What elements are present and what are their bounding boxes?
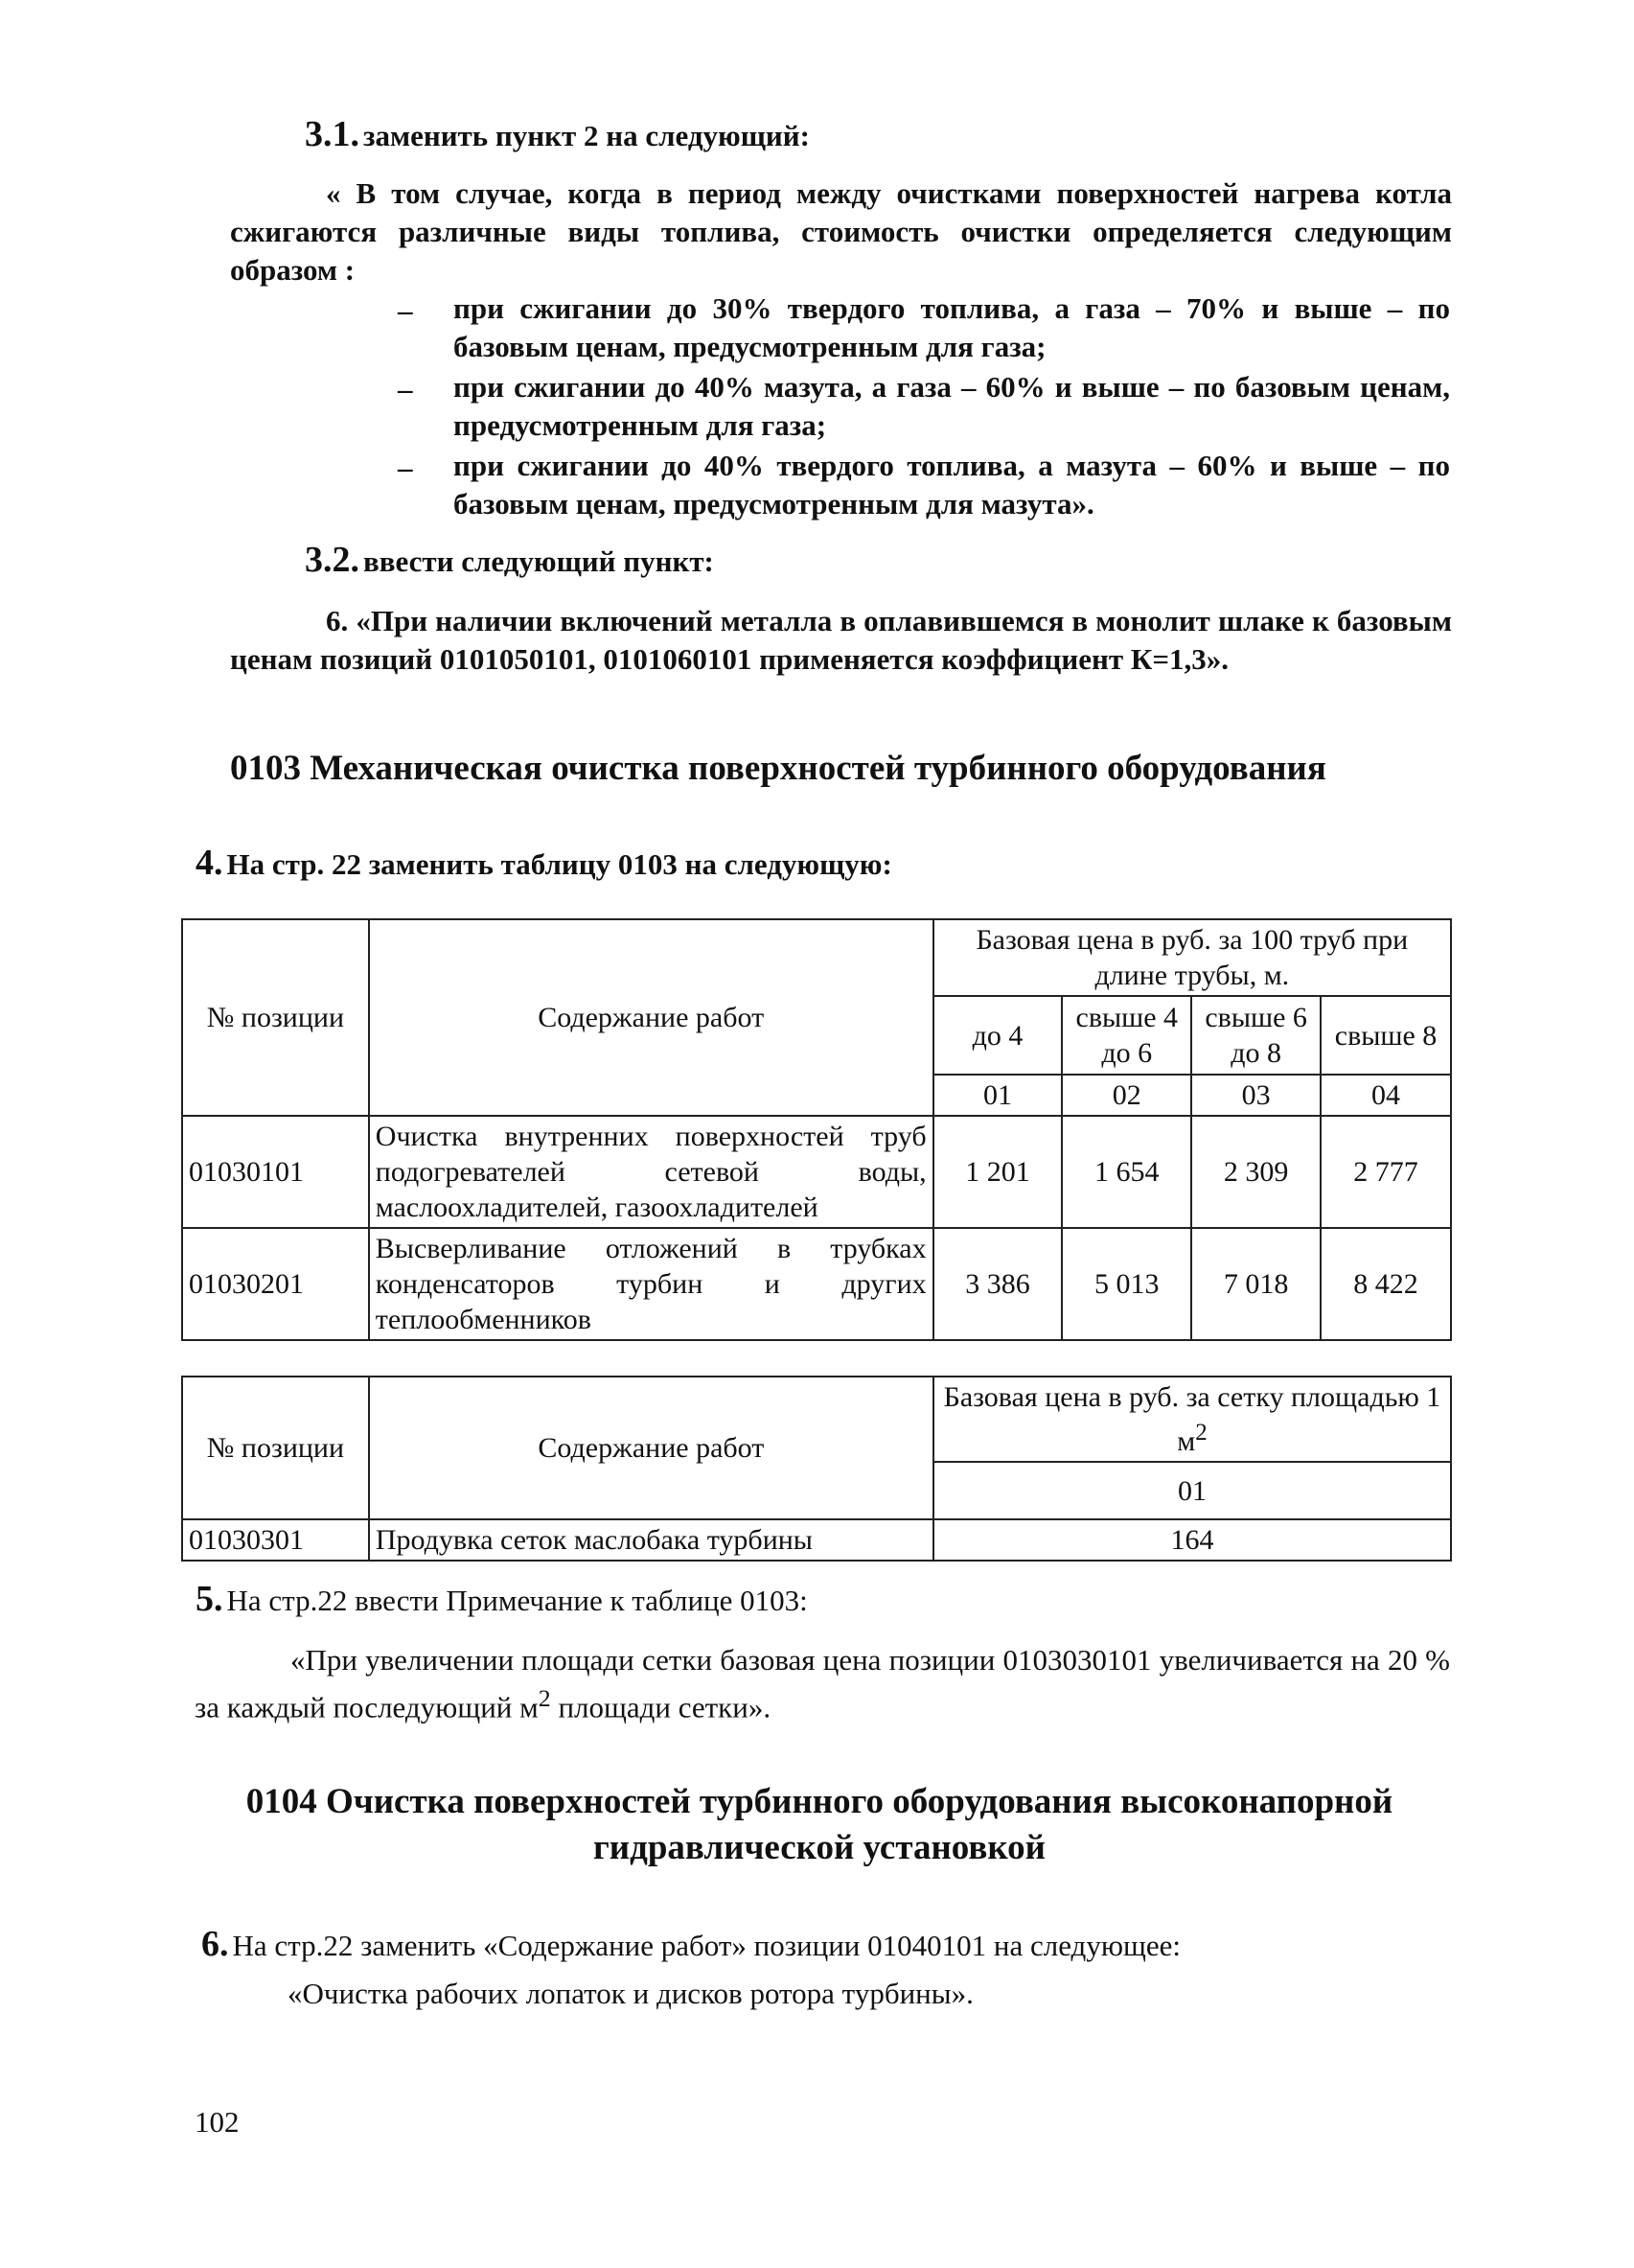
cell-position: 01030101 <box>182 1116 369 1228</box>
col-code: 01 <box>933 1462 1451 1519</box>
item-6 <box>201 1923 1447 1965</box>
superscript: 2 <box>1195 1420 1208 1446</box>
section-title: ввести следующий пункт: <box>363 544 714 578</box>
section-3-1-heading <box>305 113 1455 155</box>
table-0103 <box>181 918 1452 1341</box>
col-header-content: Содержание работ <box>369 1377 933 1519</box>
section-title: заменить пункт 2 на следующий: <box>363 119 810 152</box>
page-number: 102 <box>195 2105 240 2139</box>
cell-content: Продувка сеток маслобака турбины <box>369 1519 933 1561</box>
cell-price: 8 422 <box>1321 1228 1451 1340</box>
quote-text-end: площади сетки». <box>550 1690 771 1724</box>
item-number: 4. <box>196 843 223 883</box>
bullet-item: при сжигании до 40% твердого топлива, а мазута – 60% и выше – по базовым ценам, предусмотренным для мазута». <box>453 449 1450 521</box>
col-header-length: до 4 <box>933 996 1063 1075</box>
col-header-length: свыше 8 <box>1321 996 1451 1075</box>
bullet-item: при сжигании до 40% мазута, а газа – 60% и выше – по базовым ценам, предусмотренным для газа; <box>453 370 1450 442</box>
item-number: 5. <box>196 1579 223 1619</box>
col-header-length: свыше 4 до 6 <box>1062 996 1191 1075</box>
section-3-1-quote: « В том случае, когда в период между очистками поверхностей нагрева котла сжигаются различные виды топлива, стоимость очистки определяется следующим образом : <box>230 176 1452 287</box>
cell-price: 1 201 <box>933 1116 1063 1228</box>
cell-content: Очистка внутренних поверхностей труб подогревателей сетевой воды, маслоохладителей, газоохладителей <box>369 1116 933 1228</box>
col-header-length: свыше 6 до 8 <box>1191 996 1321 1075</box>
section-number: 3.2. <box>305 540 359 580</box>
table-0103-nets <box>181 1376 1452 1562</box>
item-text: На стр.22 ввести Примечание к таблице 0103: <box>226 1584 808 1617</box>
col-header-position: № позиции <box>182 919 369 1116</box>
col-header-price <box>933 1377 1451 1462</box>
col-header-price: Базовая цена в руб. за 100 труб при длине трубы, м. <box>933 919 1451 996</box>
item-4 <box>196 842 1441 884</box>
col-header-content: Содержание работ <box>369 919 933 1116</box>
bullet-dash: – <box>398 451 413 484</box>
col-code: 01 <box>933 1075 1063 1116</box>
bullet-item: при сжигании до 30% твердого топлива, а газа – 70% и выше – по базовым ценам, предусмотренным для газа; <box>453 291 1450 363</box>
item-number: 6. <box>201 1924 229 1964</box>
item-5 <box>196 1578 1441 1620</box>
bullet-dash: – <box>398 372 413 405</box>
cell-price: 7 018 <box>1191 1228 1321 1340</box>
cell-position: 01030201 <box>182 1228 369 1340</box>
section-3-2-text: 6. «При наличии включений металла в оплавившемся в монолит шлаке к базовым ценам позиций 0101050101, 0101060101 применяется коэффициент К=1,3». <box>230 604 1452 676</box>
heading-0104: 0104 Очистка поверхностей турбинного оборудования высоконапорной гидравлической установкой <box>245 1782 1393 1867</box>
col-code: 03 <box>1191 1075 1321 1116</box>
table-row <box>182 1519 1451 1561</box>
table-row <box>182 1116 1451 1228</box>
item-text: На стр. 22 заменить таблицу 0103 на следующую: <box>226 847 892 881</box>
table-row <box>182 1228 1451 1340</box>
item-6-quote: «Очистка рабочих лопаток и дисков ротора турбины». <box>288 1977 974 2010</box>
cell-content: Высверливание отложений в трубках конденсаторов турбин и других теплообменников <box>369 1228 933 1340</box>
cell-price: 1 654 <box>1062 1116 1191 1228</box>
col-code: 04 <box>1321 1075 1451 1116</box>
item-5-quote <box>195 1641 1450 1726</box>
col-code: 02 <box>1062 1075 1191 1116</box>
heading-0103: 0103 Механическая очистка поверхностей турбинного оборудования <box>230 749 1326 788</box>
cell-price: 2 309 <box>1191 1116 1321 1228</box>
bullet-dash: – <box>398 293 413 327</box>
superscript: 2 <box>538 1684 551 1712</box>
section-3-2-heading <box>305 539 1455 581</box>
section-number: 3.1. <box>305 114 359 154</box>
cell-price: 2 777 <box>1321 1116 1451 1228</box>
col-header-price-text: Базовая цена в руб. за сетку площадью 1 м <box>943 1381 1441 1457</box>
item-text: На стр.22 заменить «Содержание работ» позиции 01040101 на следующее: <box>232 1929 1181 1962</box>
cell-price: 3 386 <box>933 1228 1063 1340</box>
cell-price: 5 013 <box>1062 1228 1191 1340</box>
cell-position: 01030301 <box>182 1519 369 1561</box>
col-header-position: № позиции <box>182 1377 369 1519</box>
cell-price: 164 <box>933 1519 1451 1561</box>
quote-text: «При увеличении площади сетки базовая цена позиции 0103030101 увеличивается на 20 % за каждый последующий м <box>195 1643 1450 1724</box>
